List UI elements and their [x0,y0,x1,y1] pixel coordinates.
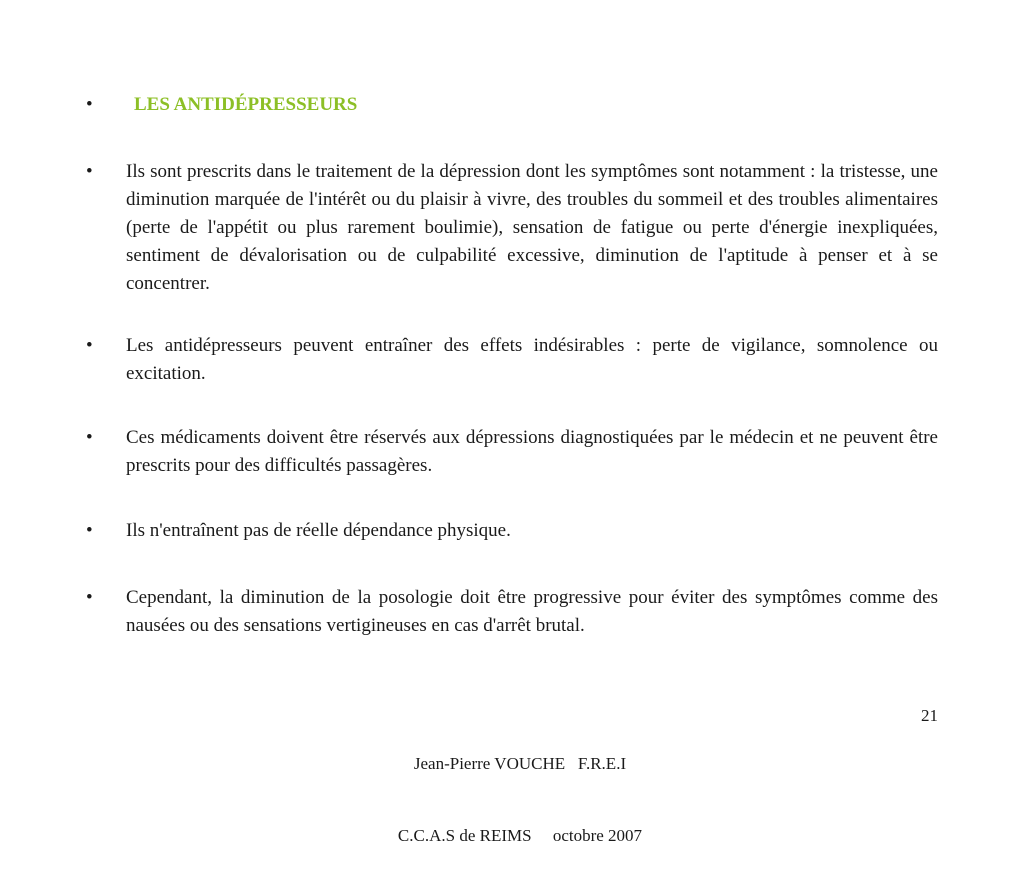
bullet-text: Ils sont prescrits dans le traitement de la dépression dont les symptômes sont notamment : la tristesse, une diminution marquée de l'intérêt ou du plaisir à vivre, des troubles du sommeil et des troubles alimentaires (perte de l'appétit ou plus rarement boulimie), sensation de fatigue ou perte d'énergie inexpliquées, sentiment de dévalorisation ou de culpabilité excessive, diminution de l'aptitude à penser et à se concentrer. [126,161,938,294]
bullet-item [86,158,938,298]
bullet-marker: • [86,587,93,608]
footer-line-author: Jean-Pierre VOUCHE F.R.E.I [413,754,627,773]
bullet-marker: • [86,520,93,541]
bullet-item [86,332,938,388]
bullet-marker: • [86,94,93,115]
bullet-text: Ils n'entraînent pas de réelle dépendance physique. [126,520,511,541]
bullet-marker: • [86,335,93,356]
heading-row [86,91,938,119]
bullet-marker: • [86,161,93,182]
page-number: 21 [921,706,938,725]
bullet-item [86,517,938,545]
footer-line-organization: C.C.A.S de REIMS octobre 2007 [397,826,643,845]
slide-heading: LES ANTIDÉPRESSEURS [134,94,358,115]
bullet-marker: • [86,427,93,448]
bullet-text: Les antidépresseurs peuvent entraîner des effets indésirables : perte de vigilance, somnolence ou excitation. [126,335,938,384]
bullet-text: Ces médicaments doivent être réservés aux dépressions diagnostiquées par le médecin et ne peuvent être prescrits pour des difficultés passagères. [126,427,938,476]
bullet-text: Cependant, la diminution de la posologie doit être progressive pour éviter des symptômes comme des nausées ou des sensations vertigineuses en cas d'arrêt brutal. [126,587,938,636]
footer-credits [300,704,740,896]
bullet-item [86,584,938,640]
bullet-item [86,424,938,480]
